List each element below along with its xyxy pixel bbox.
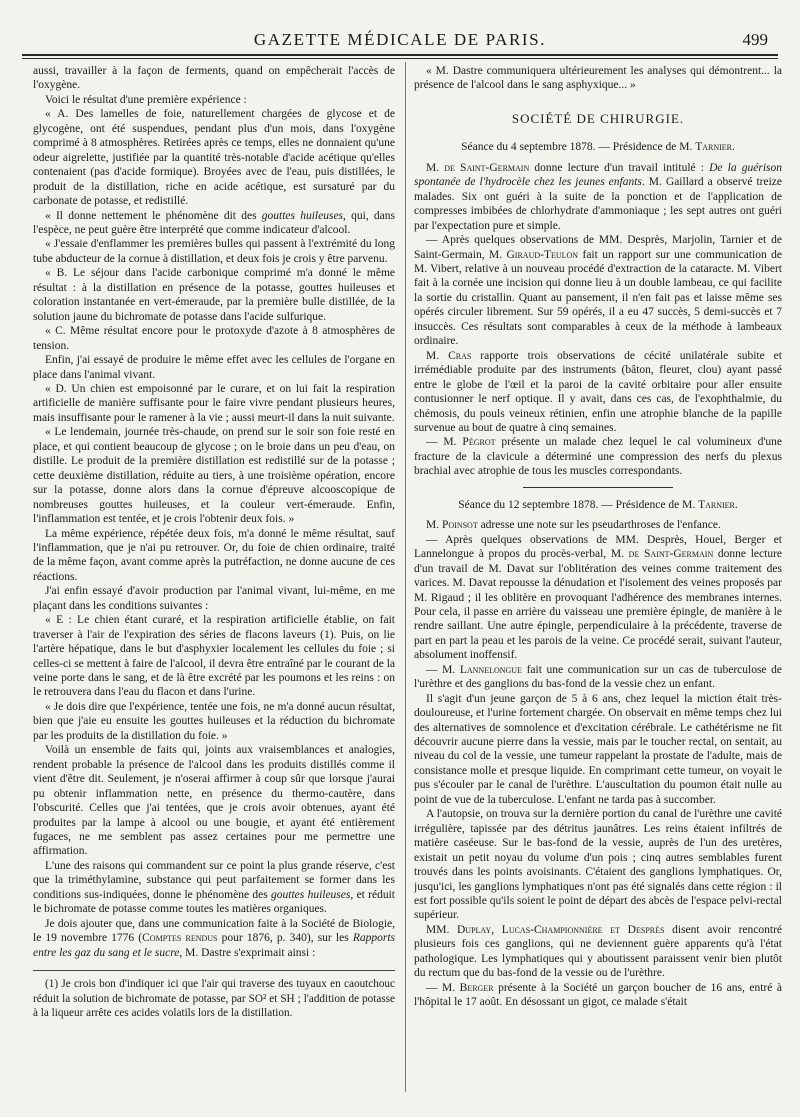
text-run: présente un malade chez lequel le cal volumineux d'une fracture de la clavicule a déterminé une compression des nerfs du plexus brachial avec atrophie de tous les muscles correspondants.	[414, 436, 782, 478]
text-run: fait une communication sur un cas de tuberculose de l'urèthre et des ganglions du bas-fond de la vessie chez un enfant.	[414, 663, 782, 691]
right-column	[414, 64, 782, 1094]
paragraph: Enfin, j'ai essayé de produire le même effet avec les cellules de l'organe en place dans l'animal vivant.	[33, 354, 395, 381]
paragraph	[414, 981, 782, 1010]
text-run: rapporte trois observations de cécité unilatérale subite et irrémédiable produite par des instruments (bâton, fleuret, clou) ayant passé entre le globe de l'œil et la paroi de la cavité orbitaire pour aller ensuite contusionner le nerf optique. Il y avait, dans ces cas, de l'exophthalmie, du chémosis, du pouls veineux rétinien, enfin une atrophie blanche de la papille survenue au bout de quatre à cinq semaines.	[414, 349, 782, 434]
paragraph	[33, 209, 395, 238]
paragraph: Voici le résultat d'une première expérience :	[45, 93, 247, 106]
speaker-name: — M. Lannelongue	[426, 663, 522, 676]
header-rule-thin	[22, 58, 778, 59]
paragraph: Voilà un ensemble de faits qui, joints aux vraisemblances et analogies, rendent probable la présence de l'alcool dans les produits distillés comme il vient d'être dit. Seulement, je n'oserai affirmer à coup sûr que lorsque j'aurai pu obtenir inflammation nette, en présence du thermo-cautère, dans l'obscurité. Celles que j'ai tentées, que je crois avoir obtenues, ayant été produites par la lampe à alcool ou une bougie, et ayant été entièrement fugaces, ne me semblent pas assez certaines pour me permettre une affirmation.	[33, 744, 395, 858]
column-divider	[405, 62, 406, 1092]
paragraph: « D. Un chien est empoisonné par le curare, et on lui fait la respiration artificielle de manière suffisante pour le faire vivre pendant plusieurs heures, mais insuffisante pour le ramener à la vie ; aussi meurt-il dans la nuit suivante.	[33, 382, 395, 424]
speaker-name: Giraud-Teulon	[506, 248, 579, 261]
text-run: « Il donne nettement le phénomène dit des	[45, 209, 262, 222]
speaker-name: de Saint-Germain	[628, 548, 714, 561]
text-run: présente à la Société un garçon boucher de 16 ans, entré à l'hôpital le 17 août. En désossant un gigot, ce malade s'était	[414, 981, 782, 1009]
text-run: donne lecture d'un travail de M. Davat sur l'oblitération des veines comme traitement des varices. M. Davat repousse la dénudation et l'isolement des veines proposés par M. Rigaud ; il les oblitère en provoquant l'adhérence des membranes internes. Pour cela, il passe en arrière du vaisseau une première épingle, de manière à le rendre saillant. Une autre épingle, perpendiculaire à la précédente, traverse de part en part la peau et les parois de la veine. Ce procédé serait, suivant l'auteur, absolument inoffensif.	[414, 548, 782, 662]
italic-term: gouttes huileuses	[261, 209, 344, 222]
footnote-rule	[33, 970, 395, 971]
italic-term: gouttes huileuses	[271, 888, 351, 901]
president-name: Tarnier	[698, 498, 735, 511]
section-rule	[523, 487, 673, 488]
paragraph: aussi, travailler à la façon de ferments, quand on empêcherait l'accès de l'oxygène.	[33, 65, 395, 92]
smallcaps-term: Comptes rendus	[142, 932, 218, 945]
section-heading: SOCIÉTÉ DE CHIRURGIE.	[511, 110, 685, 126]
paragraph	[33, 917, 395, 960]
text-run: — Après quelques observations de MM. Desprès, Houel, Berger et Lannelongue à propos du procès-verbal, M.	[414, 533, 782, 561]
text-run: fait un rapport sur une communication de M. Vibert, relative à un nouveau procédé d'extraction de la cataracte. M. Vibert fait à la cornée une incision qui donne lieu à un double lambeau, ce qui facilite la sortie du cristallin. Quant au pansement, il n'en fait pas et laisse même ses opérés circuler librement. Sur 59 opérés, il a eu 47 succès, 5 demi-succès et 7 insuccès. Ces résultats sont comparables à ceux de la méthode à lambeaux ordinaire.	[414, 248, 782, 348]
text-run: Séance du 4 septembre 1878. — Présidence de M.	[461, 141, 696, 154]
paragraph	[414, 233, 782, 349]
paragraph: J'ai enfin essayé d'avoir production par l'animal vivant, lui-même, en me plaçant dans les conditions suivantes :	[33, 585, 395, 612]
speaker-name: MM. Duplay, Lucas-Championnière et Desprès	[426, 923, 665, 936]
speaker-name: M. Poinsot	[426, 519, 478, 532]
text-run: — Après quelques observations de MM. Desprès, Marjolin, Tarnier et de Saint-Germain, M.	[414, 234, 782, 261]
paragraph	[33, 859, 395, 917]
text-run: Je dois ajouter que, dans une communication faite à la Société de Biologie, le 19 novembre 1776 (	[33, 917, 395, 945]
paragraph: « J'essaie d'enflammer les premières bulles qui passent à l'extrémité du long tube abducteur de la cornue à distillation, et deux fois je crois y être parvenu.	[33, 238, 395, 265]
text-run: adresse une note sur les pseudarthroses de l'enfance.	[477, 519, 721, 532]
paragraph: « B. Le séjour dans l'acide carbonique comprimé m'a donné le même résultat : à la distillation en présence de la potasse, gouttes huileuses et coloration instantanée en vert-émeraude, par la première bulle distillée, de la solution jaune du bichromate de potasse dans l'acide sulfurique.	[33, 267, 395, 323]
text-run: , qui, dans l'espèce, ne peut guère être interprété que comme indicateur d'alcool.	[33, 209, 395, 236]
paragraph	[414, 663, 782, 692]
paragraph	[414, 923, 782, 981]
text-run: pour 1876, p. 340), sur les	[217, 932, 353, 945]
speaker-name: — M. Berger	[426, 981, 494, 994]
text-run: donne lecture d'un travail intitulé :	[529, 161, 710, 174]
paragraph: « C. Même résultat encore pour le protoxyde d'azote à 8 atmosphères de tension.	[33, 325, 395, 352]
paragraph: La même expérience, répétée deux fois, m'a donné le même résultat, sauf l'inflammation, que je n'ai pu retrouver. Or, du foie de chien ordinaire, traité de la même façon, avant comme après la putréfaction, ne donne aucune de ces réactions.	[33, 527, 395, 583]
text-run: disent avoir rencontré plusieurs fois ces ganglions, qui ne deviennent guère apparents qu'à l'état pathologique. Les lymphatiques qui y aboutissent paraissent venir bien plutôt du rectum que du bas-fond de la vessie ou de l'urèthre.	[414, 923, 782, 980]
speaker-name: M. de Saint-Germain	[426, 161, 530, 174]
header-rule	[22, 54, 778, 56]
session-heading: Séance du 12 septembre 1878. — Présidence de M. Tarnier.	[458, 498, 738, 511]
paragraph	[414, 435, 782, 478]
text-run: L'une des raisons qui commandent sur ce point la plus grande réserve, c'est que la triméthylamine, substance qui peut parfaitement se former dans les conditions sus-indiquées, donne le phénomène des	[33, 859, 395, 901]
text-run: . M. Gaillard a observé treize malades. Six ont guéri à la suite de la ponction et de l'application de compresses imbibées de chlorhydrate d'ammoniaque ; les sept autres ont guéri par l'expectation pure et simple.	[414, 176, 782, 232]
italic-title: De la guérison spontanée de l'hydrocèle chez les jeunes enfants	[414, 161, 782, 189]
paragraph	[414, 349, 782, 436]
text-run: Séance du 12 septembre 1878. — Présidence de M.	[458, 498, 699, 511]
page-header	[22, 0, 778, 56]
president-name: Tarnier	[695, 141, 733, 154]
page-number: 499	[742, 30, 768, 49]
paragraph: « M. Dastre communiquera ultérieurement les analyses qui démontrent... la présence de l'alcool dans le sang asphyxique... »	[414, 65, 782, 92]
paragraph	[414, 161, 782, 233]
paragraph	[414, 533, 782, 663]
footnote: (1) Je crois bon d'indiquer ici que l'air qui traverse des tuyaux en caoutchouc réduit la solution de bichromate de potasse, par SO² et SH ; l'addition de potasse à la liqueur arrête ces acides volatils lors de la distillation.	[33, 978, 395, 1019]
paragraph: « A. Des lamelles de foie, naturellement chargées de glycose et de glycogène, ont été suspendues, pendant plus d'un mois, dans l'oxygène comprimé à 8 atmosphères. Retirées après ce temps, elles ne donnaient qu'une odeur aigrelette, justifiée par la quantité très-notable d'acide acétique qu'elles contenaient (pas d'acide formique). Broyées avec de l'eau, puis distillées, le produit de la distillation, riche en acide acétique, est sursaturé par du carbonate de potasse, et redistillé.	[33, 108, 395, 208]
journal-title: GAZETTE MÉDICALE DE PARIS.	[253, 30, 547, 49]
paragraph: « Je dois dire que l'expérience, tentée une fois, ne m'a donné aucun résultat, bien que j'aie eu ensuite les gouttes huileuses et la réduction du bichromate par les produits de la distillation du foie. »	[33, 700, 395, 742]
paragraph: A l'autopsie, on trouva sur la dernière portion du canal de l'urèthre une cavité irrégulière, tapissée par des détritus jaunâtres. Les reins étaient infiltrés de matière caséeuse. Sur le bas-fond de la vessie, auprès de l'un des uretères, existait un petit noyau du volume d'un pois ; cinq autres semblables furent trouvés dans les points avoisinants. C'étaient des ganglions lymphatiques. Or, jusqu'ici, les ganglions lymphatiques n'ont pas été signalés dans cette région : il est fort possible qu'ils soient le point de départ des abcès de l'espace pelvi-rectal supérieur.	[414, 808, 782, 922]
paragraph: Il s'agit d'un jeune garçon de 5 à 6 ans, chez lequel la miction était très-douloureuse, et l'urine fortement chargée. On observait en même temps chez lui des alternatives de somnolence et d'excitation cérébrale. Le cathétérisme ne fit découvrir aucune pierre dans la vessie, mais par le toucher rectal, on sentait, au niveau du col de la vessie, une tumeur rappelant la prostate de l'adulte, mais de consistance molle et presque liquide. En comprimant cette tumeur, on voyait le pus s'écouler par le canal de l'urèthre. L'auscultation du poumon était nulle au point de vue de la tuberculose. L'enfant ne tarda pas à succomber.	[414, 692, 782, 806]
text-run: , et réduit le bichromate de potasse comme toutes les matières organiques.	[33, 888, 395, 916]
paragraph: « E : Le chien étant curaré, et la respiration artificielle établie, on fait traverser à l'air de l'expiration des séries de flacons laveurs (1). Puis, on lie l'artère hépatique, dans le but d'asphyxier localement les cellules du foie ; si celles-ci se mettent à faire de l'alcool, il devra être entraîné par le courant de la veine porte dans le sang, et de là être excrété par les poumons et les reins : on le retrouvera dans l'eau du flacon et dans l'urine.	[33, 614, 395, 699]
paragraph	[414, 518, 782, 532]
left-column	[33, 64, 395, 1077]
speaker-name: M. Cras	[426, 349, 472, 362]
italic-title: Rapports entre les gaz du sang et le sucre	[33, 932, 395, 959]
text-run: , M. Dastre s'exprimait ainsi :	[179, 946, 316, 959]
speaker-name: — M. Pégrot	[426, 436, 496, 449]
paragraph: « Le lendemain, journée très-chaude, on prend sur le soir son foie resté en place, et qui contient beaucoup de glycose ; on le broie dans un peu d'eau, on distille. Le produit de la première distillation est redistillé sur de la potasse ; cette deuxième distillation, réduite au tiers, à une troisième opération, encore sur la potasse, donne alors dans la cornue d'épreuve alcooscopique de nombreuses gouttes huileuses, et la couleur vert-émeraude. Enfin, l'inflammation est tentée, et je crois l'obtenir deux fois. »	[33, 426, 395, 526]
session-heading: Séance du 4 septembre 1878. — Présidence de M. Tarnier.	[461, 141, 735, 154]
